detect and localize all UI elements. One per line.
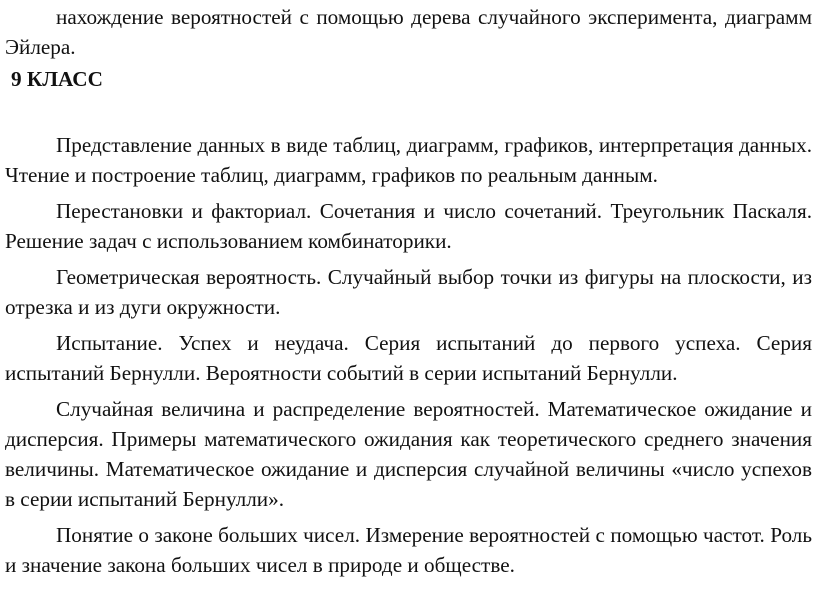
paragraph-combinatorics: Перестановки и факториал. Сочетания и число сочетаний. Треугольник Паскаля. Решение задач с использованием комбинаторики. — [5, 199, 812, 253]
section-heading: 9 КЛАСС — [11, 67, 103, 91]
intro-paragraph: нахождение вероятностей с помощью дерева случайного эксперимента, диаграмм Эйлера. — [5, 5, 812, 59]
paragraph-law-of-large-numbers: Понятие о законе больших чисел. Измерение вероятностей с помощью частот. Роль и значение закона больших чисел в природе и обществе. — [5, 523, 812, 577]
paragraph-random-variable: Случайная величина и распределение вероятностей. Математическое ожидание и дисперсия. Примеры математического ожидания как теоретического среднего значения величины. Математическое ожидание и дисперсия случайной величины «число успехов в серии испытаний Бернулли». — [5, 397, 812, 511]
paragraph-data-representation: Представление данных в виде таблиц, диаграмм, графиков, интерпретация данных. Чтение и построение таблиц, диаграмм, графиков по реальным данным. — [5, 133, 812, 187]
paragraph-bernoulli-trials: Испытание. Успех и неудача. Серия испытаний до первого успеха. Серия испытаний Бернулли. Вероятности событий в серии испытаний Бернулли. — [5, 331, 812, 385]
paragraph-geometric-probability: Геометрическая вероятность. Случайный выбор точки из фигуры на плоскости, из отрезка и из дуги окружности. — [5, 265, 812, 319]
